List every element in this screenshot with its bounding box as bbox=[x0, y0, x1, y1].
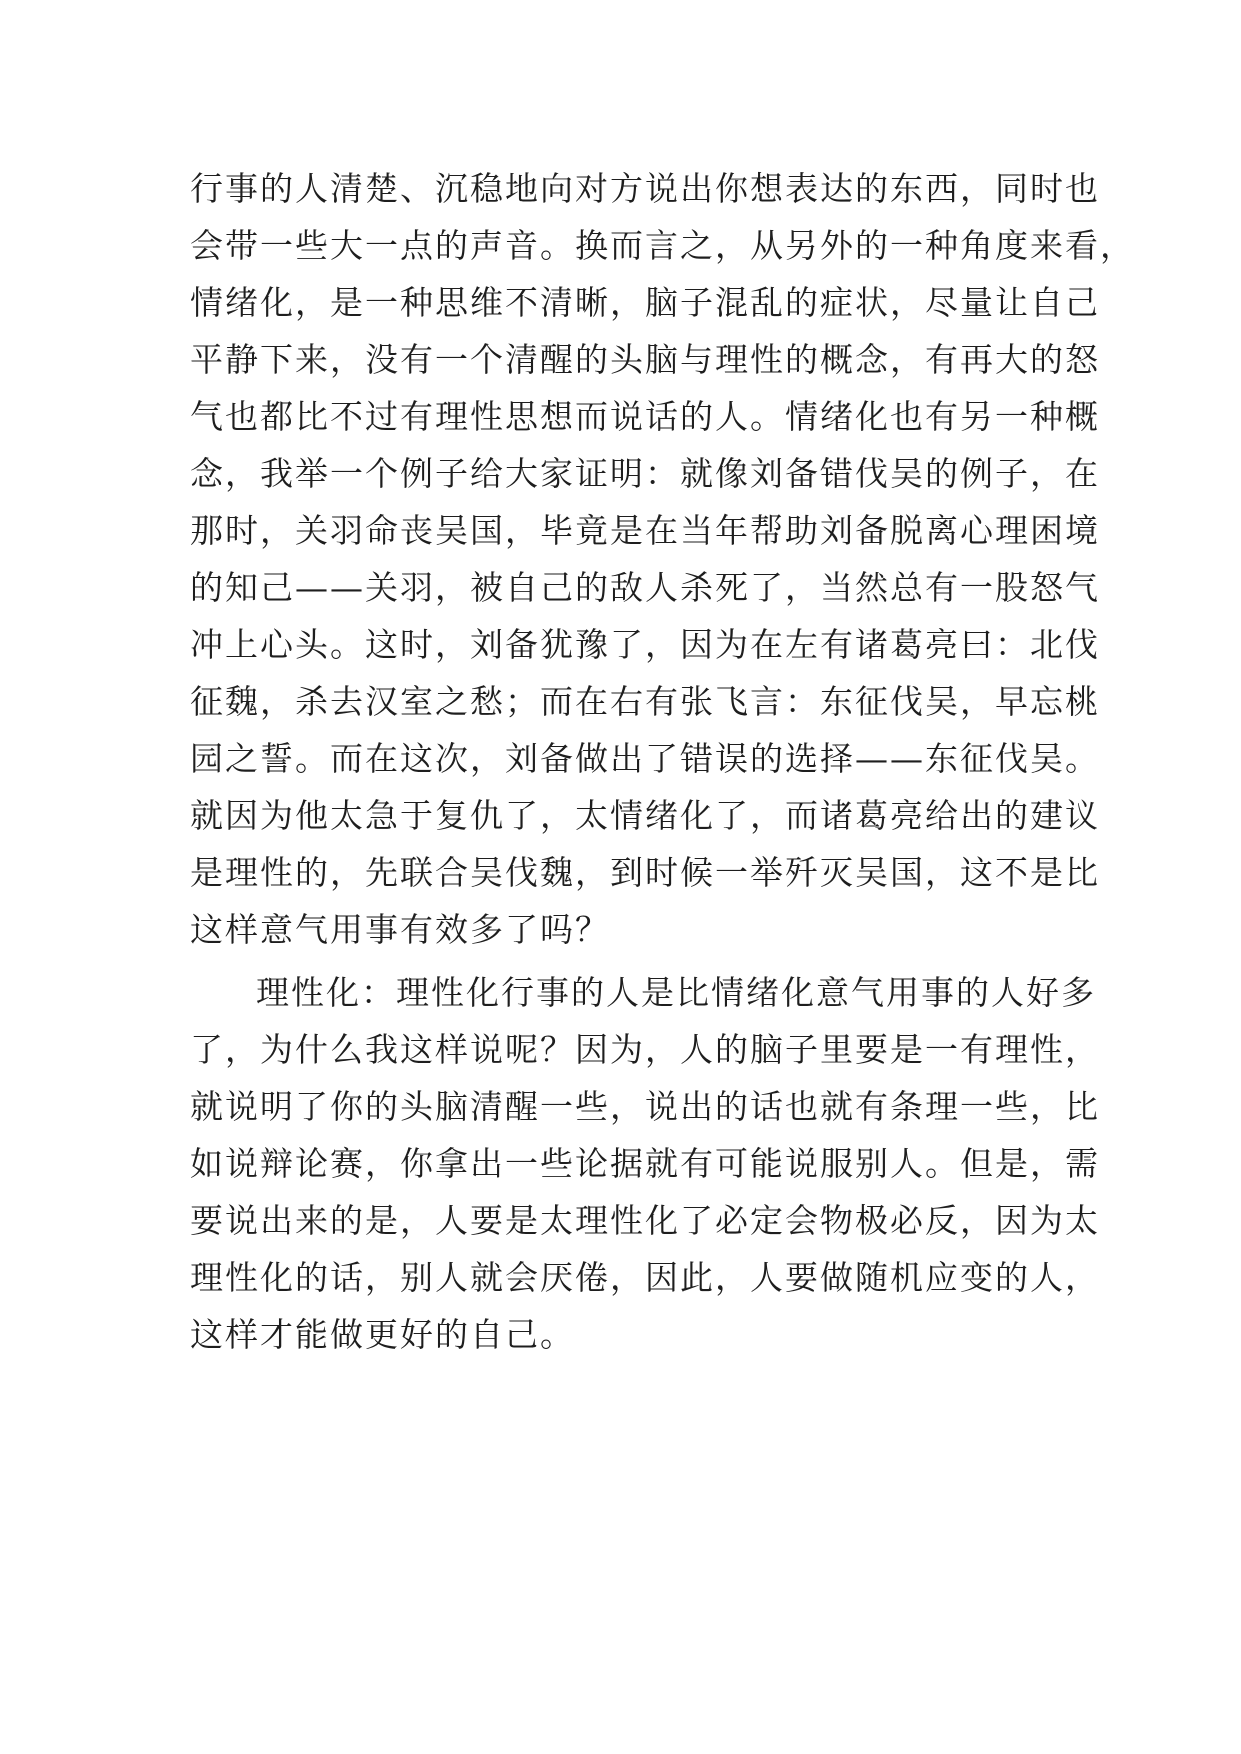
paragraph-2 bbox=[190, 964, 1100, 1363]
text-line: 这样才能做更好的自己。 bbox=[190, 1315, 575, 1354]
text-line: 了，为什么我这样说呢？因为，人的脑子里要是一有理性， bbox=[190, 1030, 1100, 1069]
text-line: 理性化：理性化行事的人是比情绪化意气用事的人好多 bbox=[256, 973, 1096, 1012]
text-line: 气也都比不过有理性思想而说话的人。情绪化也有另一种概 bbox=[190, 397, 1100, 436]
text-line: 平静下来，没有一个清醒的头脑与理性的概念，有再大的怒 bbox=[190, 340, 1100, 379]
paragraph-1 bbox=[190, 160, 1135, 958]
text-line: 情绪化，是一种思维不清晰，脑子混乱的症状，尽量让自己 bbox=[190, 283, 1100, 322]
text-line: 就说明了你的头脑清醒一些，说出的话也就有条理一些，比 bbox=[190, 1087, 1100, 1126]
text-line: 是理性的，先联合吴伐魏，到时候一举歼灭吴国，这不是比 bbox=[190, 853, 1100, 892]
text-line: 会带一些大一点的声音。换而言之，从另外的一种角度来看， bbox=[190, 226, 1135, 265]
text-line: 冲上心头。这时，刘备犹豫了，因为在左有诸葛亮曰：北伐 bbox=[190, 625, 1100, 664]
text-line: 的知己——关羽，被自己的敌人杀死了，当然总有一股怒气 bbox=[190, 568, 1100, 607]
text-line: 这样意气用事有效多了吗？ bbox=[190, 910, 610, 949]
text-line: 就因为他太急于复仇了，太情绪化了，而诸葛亮给出的建议 bbox=[190, 796, 1100, 835]
text-line: 理性化的话，别人就会厌倦，因此，人要做随机应变的人， bbox=[190, 1258, 1100, 1297]
text-line: 那时，关羽命丧吴国，毕竟是在当年帮助刘备脱离心理困境 bbox=[190, 511, 1100, 550]
text-line: 念，我举一个例子给大家证明：就像刘备错伐吴的例子，在 bbox=[190, 454, 1100, 493]
text-line: 征魏，杀去汉室之愁；而在右有张飞言：东征伐吴，早忘桃 bbox=[190, 682, 1100, 721]
text-line: 要说出来的是，人要是太理性化了必定会物极必反，因为太 bbox=[190, 1201, 1100, 1240]
text-line: 园之誓。而在这次，刘备做出了错误的选择——东征伐吴。 bbox=[190, 739, 1100, 778]
text-line: 行事的人清楚、沉稳地向对方说出你想表达的东西，同时也 bbox=[190, 169, 1100, 208]
text-line: 如说辩论赛，你拿出一些论据就有可能说服别人。但是，需 bbox=[190, 1144, 1100, 1183]
document-body bbox=[190, 160, 1135, 1363]
